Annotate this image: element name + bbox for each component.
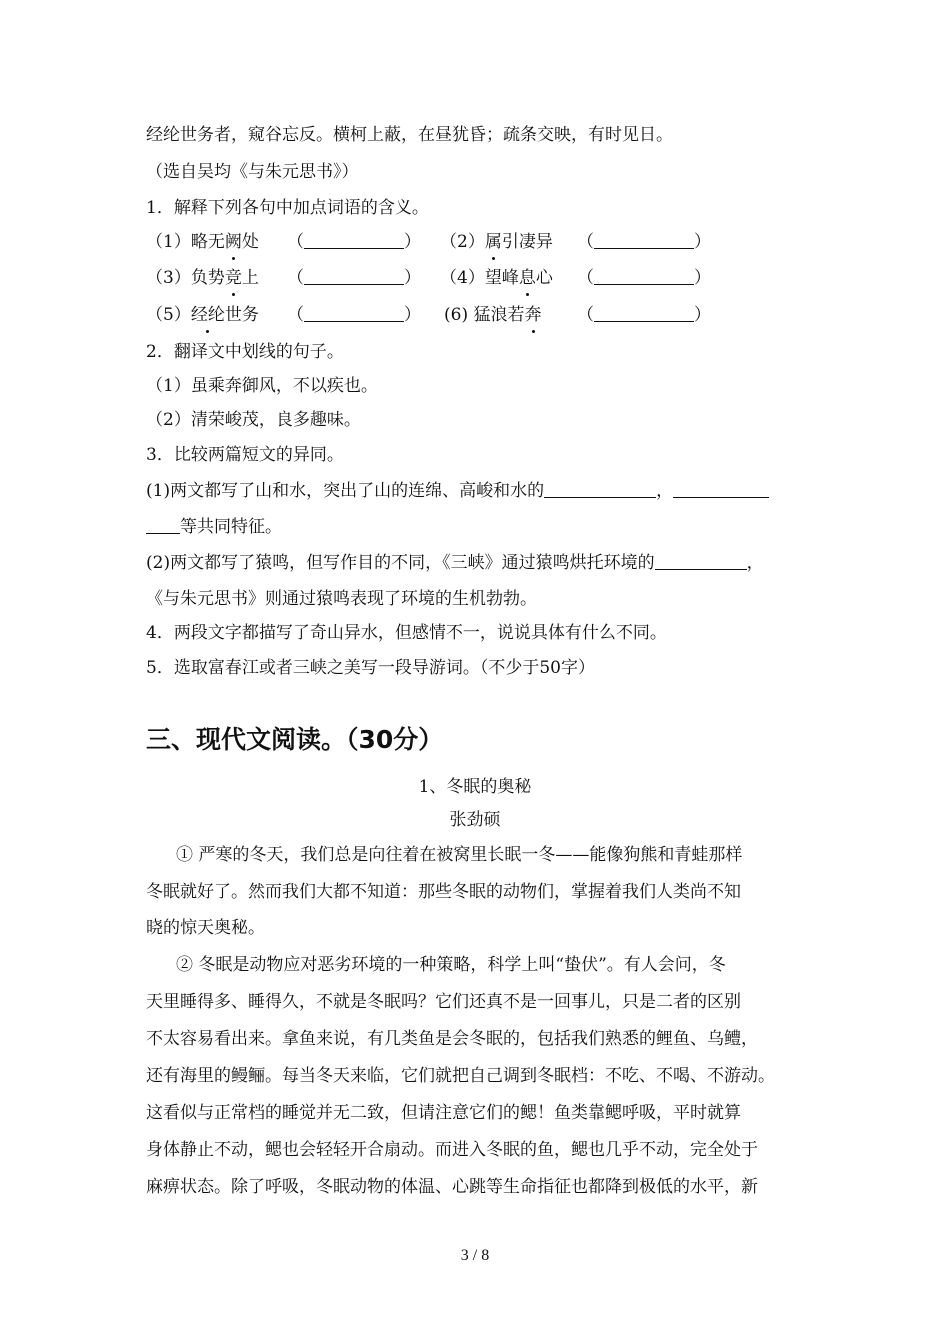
question-4: 4．两段文字都描写了奇山异水，但感情不一，说说具体有什么不同。 [146,623,667,643]
question-5: 5．选取富春江或者三峡之美写一段导游词。（不少于50字） [146,658,595,678]
answer-blank-3[interactable]: （ ） [287,268,421,288]
answer-blank-5[interactable]: （ ） [287,305,421,325]
passage-last-line: 经纶世务者，窥谷忘反。横柯上蔽，在昼犹昏；疏条交映，有时见日。 [146,125,673,145]
vocab-item-2: （2）属引凄异 [440,232,553,252]
article-line: 身体静止不动，鳃也会轻轻开合扇动。而进入冬眠的鱼，鳃也几乎不动，完全处于 [146,1140,758,1160]
question-3-part-1: (1)两文都写了山和水，突出了山的连绵、高峻和水的 ， [146,480,769,502]
answer-blank-q3-2[interactable] [673,481,769,498]
article-title: 1、冬眠的奥秘 [418,777,532,797]
answer-blank-q3-2b[interactable] [146,517,180,534]
vocab-item-5: （5）经纶世务 [146,305,259,325]
passage-source: （选自吴均《与朱元思书》） [146,162,359,182]
article-line: 不太容易看出来。拿鱼来说，有几类鱼是会冬眠的，包括我们熟悉的鲤鱼、乌鳢， [146,1029,758,1049]
article-line: ② 冬眠是动物应对恶劣环境的一种策略，科学上叫“蛰伏”。有人会问，冬 [176,955,726,975]
article-line: 还有海里的鳗鲡。每当冬天来临，它们就把自己调到冬眠档：不吃、不喝、不游动。 [146,1066,775,1086]
question-2-item-1: （1）虽乘奔御风，不以疾也。 [146,376,378,396]
section-3-heading: 三、现代文阅读。（30分） [146,725,444,754]
article-line: 冬眠就好了。然而我们大都不知道：那些冬眠的动物们，掌握着我们人类尚不知 [146,882,741,902]
question-3-part-2: (2)两文都写了猿鸣，但写作目的不同，《三峡》通过猿鸣烘托环境的 ， [146,553,764,573]
article-line: 麻痹状态。除了呼吸，冬眠动物的体温、心跳等生命指征也都降到极低的水平，新 [146,1177,758,1197]
question-2-title: 2．翻译文中划线的句子。 [146,342,344,362]
vocab-item-3: （3）负势竞上 [146,268,259,288]
answer-blank-6[interactable]: （ ） [577,305,711,325]
question-3-part-2-cont: 《与朱元思书》则通过猿鸣表现了环境的生机勃勃。 [146,589,537,609]
page-number: 3 / 8 [460,1247,490,1264]
question-3-part-1-cont: 等共同特征。 [146,516,282,538]
article-line: ① 严寒的冬天，我们总是向往着在被窝里长眠一冬——能像狗熊和青蛙那样 [176,845,743,865]
question-2-item-2: （2）清荣峻茂，良多趣味。 [146,410,361,430]
answer-blank-q3-1[interactable] [544,481,656,498]
vocab-item-1: （1）略无阙处 [146,232,259,252]
answer-blank-4[interactable]: （ ） [577,268,711,288]
question-3-title: 3．比较两篇短文的异同。 [146,445,344,465]
question-1-title: 1．解释下列各句中加点词语的含义。 [146,198,429,218]
article-line: 天里睡得多、睡得久，不就是冬眠吗？它们还真不是一回事儿，只是二者的区别 [146,992,741,1012]
answer-blank-q3-3[interactable] [655,553,747,570]
article-line: 晓的惊天奥秘。 [146,918,265,938]
article-line: 这看似与正常档的睡觉并无二致，但请注意它们的鳃！鱼类靠鳃呼吸，平时就算 [146,1103,741,1123]
answer-blank-1[interactable]: （ ） [287,232,421,252]
vocab-item-6: (6) 猛浪若奔 [444,305,542,325]
vocab-item-4: （4）望峰息心 [440,268,553,288]
article-author: 张劲硕 [449,810,501,830]
answer-blank-2[interactable]: （ ） [577,232,711,252]
